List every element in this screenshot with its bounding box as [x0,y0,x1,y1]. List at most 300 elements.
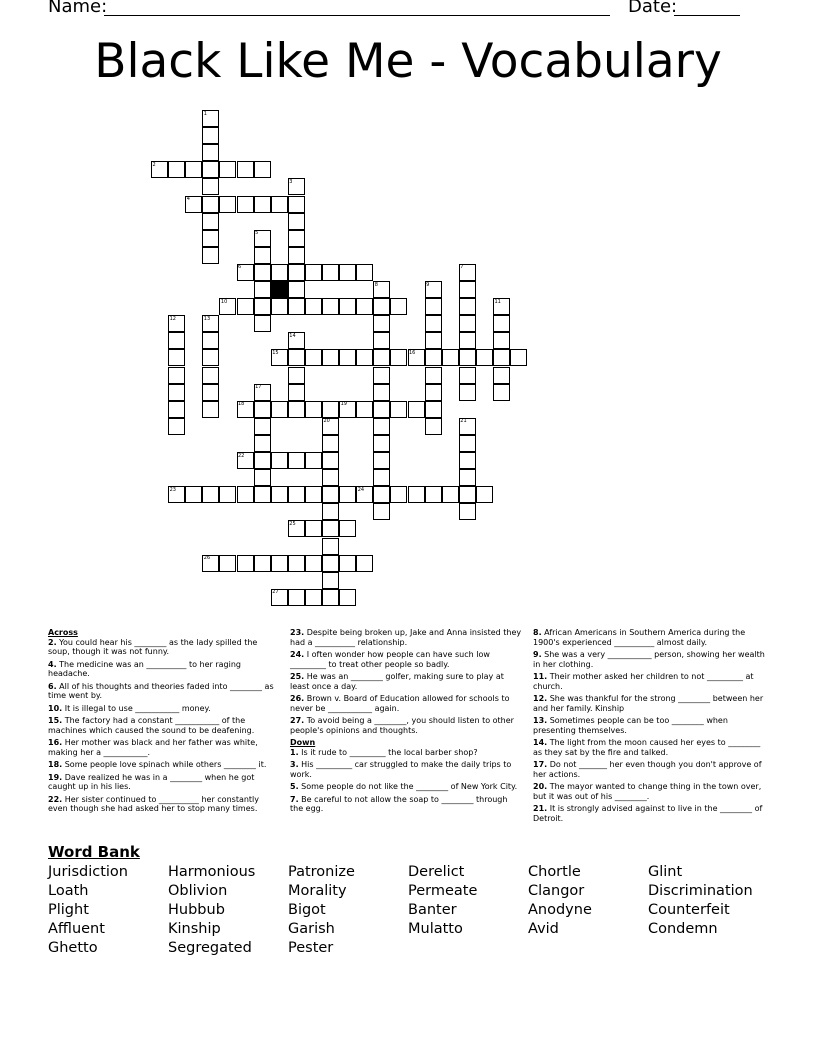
word-bank-word: Harmonious [168,864,256,880]
crossword-cell[interactable] [288,230,305,247]
crossword-cell[interactable] [425,401,442,418]
crossword-cell[interactable] [305,349,322,366]
crossword-cell[interactable] [202,332,219,349]
crossword-cell[interactable] [271,452,288,469]
crossword-cell[interactable] [425,349,442,366]
clue-number: 2. [48,637,57,647]
clue-text: Her mother was black and her father was white, making her a ___________. [48,738,258,757]
crossword-cell[interactable] [373,486,390,503]
crossword-cell[interactable] [459,384,476,401]
crossword-cell[interactable] [322,298,339,315]
crossword-cell[interactable] [390,401,407,418]
word-bank-word: Patronize [288,864,355,880]
crossword-cell[interactable] [339,520,356,537]
crossword-clue-number: 25 [289,520,296,527]
page-title: Black Like Me - Vocabulary [94,34,722,89]
crossword-cell[interactable] [271,298,288,315]
clue-number: 14. [533,738,548,747]
clue-text: Be careful to not allow the soap to ________ through the egg. [290,794,508,813]
crossword-cell[interactable] [219,486,236,503]
crossword-cell[interactable] [168,384,185,401]
crossword-clue-number: 10 [220,298,228,305]
crossword-black-cell [271,281,288,298]
clue-number: 7. [290,794,299,804]
clue-number: 12. [533,694,548,703]
clue-number: 13. [533,716,548,725]
clue-number: 27. [290,716,305,725]
crossword-clue-number: 24 [357,486,365,493]
crossword-cell[interactable] [254,435,271,452]
crossword-cell[interactable] [202,384,219,401]
crossword-cell[interactable] [288,452,305,469]
crossword-cell[interactable] [459,452,476,469]
clue-text: To avoid being a ________, you should listen to other people's opinions and thoughts. [290,716,514,735]
crossword-clue-number: 21 [460,418,467,425]
word-bank-word: Oblivion [168,883,228,899]
crossword-cell[interactable] [356,555,373,572]
crossword-clue-number: 16 [409,349,416,356]
clue-text: Some people love spinach while others ________ it. [62,760,267,769]
crossword-cell[interactable] [425,418,442,435]
crossword-cell[interactable] [322,555,339,572]
word-bank-word: Clangor [528,883,585,899]
crossword-cell[interactable] [237,555,254,572]
word-bank-word: Segregated [168,940,252,956]
crossword-cell[interactable] [254,298,271,315]
word-bank-word: Avid [528,921,559,937]
crossword-cell[interactable] [356,298,373,315]
crossword-cell[interactable] [237,161,254,178]
clue-item [48,704,281,714]
crossword-clue-number: 26 [203,555,211,562]
clue-item [290,795,523,814]
crossword-clue-number: 4 [186,196,190,202]
crossword-cell[interactable] [373,367,390,384]
clue-number: 11. [533,672,548,681]
clue-number: 1. [290,747,299,757]
crossword-cell[interactable] [339,555,356,572]
crossword-cell[interactable] [373,452,390,469]
crossword-cell[interactable] [322,503,339,520]
clue-item [533,782,766,801]
crossword-cell[interactable] [408,486,425,503]
crossword-cell[interactable] [288,213,305,230]
crossword-cell[interactable] [168,349,185,366]
crossword-cell[interactable] [271,401,288,418]
name-label: Name: [48,0,108,17]
clue-text: He was an ________ golfer, making sure to play at least once a day. [290,672,504,691]
word-bank-word: Pester [288,940,334,956]
crossword-clue-number: 14 [289,332,296,339]
crossword-cell[interactable] [288,264,305,281]
crossword-cell[interactable] [254,486,271,503]
crossword-cell[interactable] [459,281,476,298]
clue-number: 19. [48,772,63,782]
clue-item [533,628,766,647]
crossword-cell[interactable] [476,486,493,503]
word-bank-word: Jurisdiction [48,864,128,880]
crossword-cell[interactable] [322,401,339,418]
clue-number: 17. [533,760,548,769]
crossword-clue-number: 15 [272,349,279,356]
clue-item [48,716,281,735]
crossword-cell[interactable] [202,247,219,264]
crossword-cell[interactable] [322,486,339,503]
clue-number: 18. [48,760,63,769]
crossword-cell[interactable] [202,144,219,161]
word-bank-word: Condemn [648,921,718,937]
crossword-cell[interactable] [254,281,271,298]
date-label: Date: [628,0,678,17]
crossword-cell[interactable] [237,298,254,315]
word-bank-word: Ghetto [48,940,98,956]
crossword-cell[interactable] [322,572,339,589]
crossword-clue-number: 18 [238,401,245,408]
crossword-cell[interactable] [322,264,339,281]
crossword-cell[interactable] [459,298,476,315]
crossword-cell[interactable] [425,315,442,332]
clue-item [48,795,281,814]
crossword-clue-number: 5 [255,230,259,237]
clue-number: 16. [48,738,63,747]
clue-number: 3. [290,760,299,769]
crossword-cell[interactable] [288,281,305,298]
crossword-clue-number: 3 [289,178,293,185]
crossword-cell[interactable] [271,486,288,503]
crossword-cell[interactable] [339,349,356,366]
crossword-cell[interactable] [476,349,493,366]
crossword-cell[interactable] [202,213,219,230]
clue-text: All of his thoughts and theories faded into ________ as time went by. [48,681,274,700]
clue-text: I often wonder how people can have such low _________ to treat other people so badly. [290,650,490,669]
crossword-clue-number: 11 [494,298,501,305]
clue-text: Some people do not like the ________ of New York City. [298,782,518,791]
crossword-cell[interactable] [254,469,271,486]
crossword-clue-number: 23 [169,486,176,493]
crossword-cell[interactable] [185,486,202,503]
crossword-cell[interactable] [356,401,373,418]
crossword-cell[interactable] [168,367,185,384]
crossword-cell[interactable] [288,384,305,401]
crossword-cell[interactable] [442,349,459,366]
crossword-clue-number: 13 [203,315,211,322]
crossword-cell[interactable] [202,401,219,418]
word-bank-word: Loath [48,883,89,899]
crossword-cell[interactable] [202,178,219,195]
crossword-cell[interactable] [305,452,322,469]
word-bank-word: Morality [288,883,347,899]
crossword-cell[interactable] [254,401,271,418]
clue-number: 23. [290,628,305,637]
word-bank-word: Garish [288,921,335,937]
word-bank-word: Banter [408,902,457,918]
clue-number: 5. [290,782,299,791]
crossword-cell[interactable] [322,349,339,366]
crossword-cell[interactable] [288,401,305,418]
crossword-cell[interactable] [425,298,442,315]
crossword-cell[interactable] [305,520,322,537]
word-bank-word: Chortle [528,864,581,880]
crossword-cell[interactable] [254,247,271,264]
clue-text: Their mother asked her children to not _________ at church. [533,672,754,691]
crossword-cell[interactable] [390,486,407,503]
clue-item [533,672,766,691]
crossword-cell[interactable] [202,367,219,384]
clue-item [533,694,766,713]
clue-number: 25. [290,672,305,681]
clue-text: His _________ car struggled to make the daily trips to work. [290,760,512,779]
clue-item [48,738,281,757]
clue-text: Her sister continued to __________ her constantly even though she had asked her to stop many times. [48,794,260,813]
crossword-cell[interactable] [168,161,185,178]
crossword-cell[interactable] [425,486,442,503]
clues-column-2 [290,628,523,817]
crossword-cell[interactable] [425,367,442,384]
clue-item [533,738,766,757]
crossword-cell[interactable] [459,469,476,486]
clue-number: 15. [48,716,63,725]
word-bank-column [648,863,753,939]
clue-text: It is strongly advised against to live in the ________ of Detroit. [533,804,763,823]
crossword-cell[interactable] [219,161,236,178]
clue-item [290,694,523,713]
clue-text: The mayor wanted to change thing in the town over, but it was out of his ________. [533,782,762,801]
crossword-clue-number: 6 [238,264,242,271]
clue-text: It is illegal to use ___________ money. [62,703,211,713]
crossword-cell[interactable] [373,401,390,418]
crossword-cell[interactable] [202,127,219,144]
clue-number: 21. [533,804,548,813]
crossword-cell[interactable] [442,486,459,503]
crossword-cell[interactable] [202,196,219,213]
crossword-cell[interactable] [305,589,322,606]
crossword-cell[interactable] [271,555,288,572]
clue-text: You could hear his ________ as the lady spilled the soup, though it was not funny. [48,637,258,656]
crossword-cell[interactable] [322,538,339,555]
word-bank-word: Derelict [408,864,465,880]
crossword-cell[interactable] [373,349,390,366]
word-bank-word: Plight [48,902,89,918]
clue-number: 8. [533,628,542,637]
crossword-cell[interactable] [339,264,356,281]
word-bank-column [168,863,255,958]
clue-item [48,760,281,770]
clue-number: 26. [290,694,305,703]
crossword-cell[interactable] [288,486,305,503]
word-bank-column [48,863,128,958]
crossword-clue-number: 9 [426,281,430,288]
crossword-cell[interactable] [373,418,390,435]
crossword-cell[interactable] [305,486,322,503]
crossword-cell[interactable] [390,298,407,315]
clue-number: 9. [533,650,542,659]
crossword-cell[interactable] [373,332,390,349]
clue-text: Despite being broken up, Jake and Anna insisted they had a __________ relationship. [290,628,522,647]
clue-text: The factory had a constant ___________ of the machines which caused the sound to be deafening. [48,716,255,735]
crossword-cell[interactable] [339,486,356,503]
crossword-cell[interactable] [168,401,185,418]
clue-item [48,682,281,701]
crossword-clue-number: 17 [255,384,262,391]
clue-item [48,638,281,657]
clue-number: 6. [48,681,57,691]
crossword-cell[interactable] [305,298,322,315]
crossword-cell[interactable] [373,298,390,315]
word-bank-title: Word Bank [48,843,140,861]
clue-item [533,650,766,669]
crossword-cell[interactable] [254,161,271,178]
crossword-cell[interactable] [254,315,271,332]
down-heading: Down [290,738,316,747]
across-heading: Across [48,628,78,637]
crossword-cell[interactable] [237,196,254,213]
crossword-cell[interactable] [373,315,390,332]
crossword-cell[interactable] [254,196,271,213]
clue-text: Is it rude to _________ the local barber shop? [298,747,478,757]
crossword-cell[interactable] [219,555,236,572]
crossword-cell[interactable] [493,315,510,332]
crossword-clue-number: 8 [374,281,378,288]
crossword-cell[interactable] [459,332,476,349]
crossword-cell[interactable] [339,589,356,606]
crossword-cell[interactable] [185,161,202,178]
crossword-cell[interactable] [373,469,390,486]
crossword-cell[interactable] [168,332,185,349]
word-bank-word: Counterfeit [648,902,730,918]
crossword-clue-number: 22 [238,452,245,459]
crossword-cell[interactable] [425,332,442,349]
crossword-cell[interactable] [219,196,236,213]
crossword-cell[interactable] [305,555,322,572]
crossword-cell[interactable] [202,161,219,178]
crossword-cell[interactable] [254,555,271,572]
crossword-cell[interactable] [288,555,305,572]
crossword-cell[interactable] [493,384,510,401]
clue-text: Dave realized he was in a ________ when he got caught up in his lies. [48,772,255,791]
clue-number: 4. [48,659,57,669]
word-bank-word: Bigot [288,902,326,918]
clue-text: African Americans in Southern America during the 1900's experienced __________ almost daily. [533,628,746,647]
crossword-cell[interactable] [288,367,305,384]
crossword-cell[interactable] [390,349,407,366]
clue-text: Sometimes people can be too ________ when presenting themselves. [533,716,728,735]
crossword-cell[interactable] [459,503,476,520]
crossword-cell[interactable] [510,349,527,366]
crossword-cell[interactable] [202,486,219,503]
crossword-cell[interactable] [373,435,390,452]
clue-item [48,660,281,679]
crossword-cell[interactable] [408,401,425,418]
crossword-cell[interactable] [288,298,305,315]
clue-item [290,716,523,735]
crossword-cell[interactable] [202,349,219,366]
clue-item [290,650,523,669]
word-bank-word: Discrimination [648,883,753,899]
crossword-cell[interactable] [493,332,510,349]
clue-number: 24. [290,650,305,659]
crossword-cell[interactable] [271,264,288,281]
clue-item [533,804,766,823]
crossword-clue-number: 27 [272,589,279,596]
word-bank-word: Glint [648,864,683,880]
crossword-cell[interactable] [288,247,305,264]
crossword-clue-number: 12 [169,315,176,322]
crossword-cell[interactable] [168,418,185,435]
crossword-clue-number: 19 [340,401,347,408]
crossword-cell[interactable] [459,315,476,332]
clues-column-3 [533,628,766,826]
crossword-cell[interactable] [271,196,288,213]
crossword-cell[interactable] [254,452,271,469]
word-bank-column [288,863,355,958]
clue-number: 10. [48,703,63,713]
clue-text: The medicine was an __________ to her raging headache. [48,659,241,678]
clue-item [533,760,766,779]
crossword-cell[interactable] [202,230,219,247]
crossword-cell[interactable] [425,384,442,401]
clue-item [290,782,523,792]
clue-text: The light from the moon caused her eyes to ________ as they sat by the fire and talked. [533,738,761,757]
crossword-cell[interactable] [459,486,476,503]
word-bank-column [408,863,477,939]
crossword-cell[interactable] [322,520,339,537]
clues-column-1 [48,628,281,817]
crossword-cell[interactable] [322,452,339,469]
clue-number: 20. [533,782,548,791]
crossword-cell[interactable] [356,349,373,366]
crossword-cell[interactable] [373,503,390,520]
crossword-cell[interactable] [339,298,356,315]
crossword-cell[interactable] [322,469,339,486]
crossword-cell[interactable] [288,196,305,213]
crossword-cell[interactable] [305,264,322,281]
crossword-cell[interactable] [254,418,271,435]
clue-text: She was a very ___________ person, showing her wealth in her clothing. [533,650,765,669]
clue-number: 22. [48,794,63,804]
crossword-clue-number: 7 [460,264,464,271]
crossword-cell[interactable] [305,401,322,418]
crossword-clue-number: 20 [323,418,330,425]
crossword-cell[interactable] [288,349,305,366]
crossword-cell[interactable] [288,589,305,606]
crossword-clue-number: 1 [203,110,207,117]
crossword-cell[interactable] [373,384,390,401]
crossword-cell[interactable] [356,264,373,281]
clue-item [48,773,281,792]
crossword-cell[interactable] [322,435,339,452]
clue-item [290,760,523,779]
crossword-cell[interactable] [493,367,510,384]
crossword-cell[interactable] [493,349,510,366]
word-bank-word: Anodyne [528,902,592,918]
word-bank-word: Kinship [168,921,221,937]
clue-text: Do not _______ her even though you don't approve of her actions. [533,760,762,779]
word-bank-word: Affluent [48,921,105,937]
crossword-cell[interactable] [459,435,476,452]
crossword-cell[interactable] [459,349,476,366]
word-bank-column [528,863,592,939]
crossword-cell[interactable] [459,367,476,384]
word-bank-word: Hubbub [168,902,225,918]
crossword-cell[interactable] [254,264,271,281]
crossword-cell[interactable] [237,486,254,503]
clue-text: She was thankful for the strong ________ between her and her family. Kinship [533,694,764,713]
clue-text: Brown v. Board of Education allowed for schools to never be ___________ again. [290,694,510,713]
clue-item [533,716,766,735]
crossword-cell[interactable] [322,589,339,606]
clue-item [290,628,523,647]
clue-item [290,748,523,758]
